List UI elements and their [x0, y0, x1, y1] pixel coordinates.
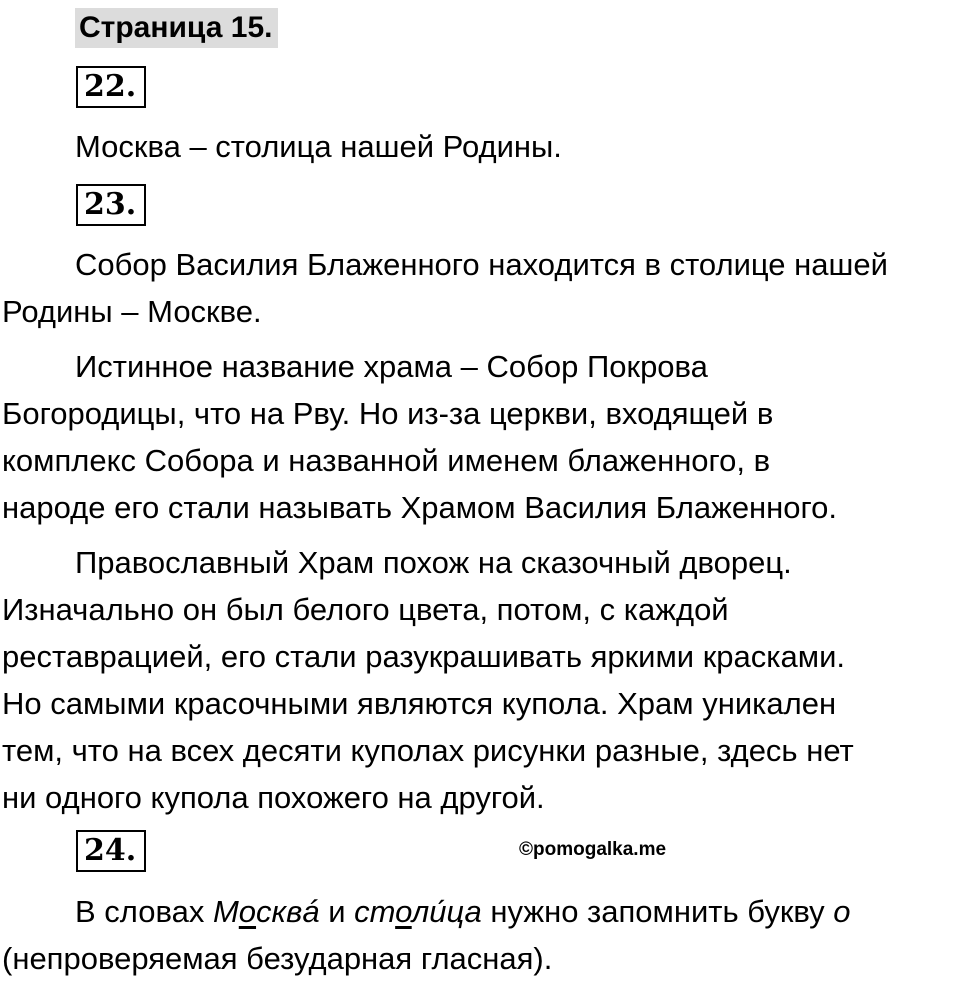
stressed-vowel: á [302, 894, 320, 929]
text-line: комплекс Собора и названной именем блаженного, в [2, 443, 771, 478]
text-line: Изначально он был белого цвета, потом, с каждой [2, 592, 729, 627]
word-part: М [212, 894, 239, 929]
text-line: Собор Василия Блаженного находится в столице нашей [75, 247, 888, 282]
text-line: ни одного купола похожего на другой. [2, 780, 545, 815]
text-line: народе его стали называть Храмом Василия Блаженного. [2, 490, 838, 525]
word-part: ст [354, 894, 396, 929]
text-line: Родины – Москве. [2, 294, 262, 329]
task-22-answer [2, 123, 957, 170]
target-letter: о [833, 894, 851, 929]
text-line: (непроверяемая безударная гласная). [2, 941, 553, 976]
text-line: Но самыми красочными являются купола. Храм уникален [2, 686, 837, 721]
text-line: реставрацией, его стали разукрашивать яркими красками. [2, 639, 845, 674]
stressed-vowel: и́ [429, 894, 447, 929]
task-number-23: 23. [76, 184, 146, 226]
unstressed-vowel: о [238, 894, 257, 929]
task-23-paragraph-1 [2, 241, 957, 335]
word-stolitsa [354, 894, 482, 929]
text-line: тем, что на всех десяти куполах рисунки разные, здесь нет [2, 733, 854, 768]
unstressed-vowel: о [395, 894, 412, 929]
task-number-22: 22. [76, 66, 146, 108]
task-23-paragraph-2 [2, 343, 957, 531]
task-24-answer [2, 888, 957, 982]
task-number-24: 24. [76, 830, 146, 872]
text-fragment: нужно запомнить букву [481, 894, 834, 929]
word-moskva [213, 894, 320, 929]
page-title: Страница 15. [75, 8, 278, 48]
watermark: ©pomogalka.me [519, 839, 667, 860]
text-fragment: и [319, 894, 355, 929]
text-line: Истинное название храма – Собор Покрова [75, 349, 708, 384]
text-line: Православный Храм похож на сказочный дворец. [75, 545, 792, 580]
task-23-paragraph-3 [2, 539, 957, 821]
word-part: л [411, 894, 430, 929]
text-line: Богородицы, что на Рву. Но из-за церкви, входящей в [2, 396, 774, 431]
text-line: Москва – столица нашей Родины. [75, 129, 562, 164]
word-part: скв [256, 894, 303, 929]
word-part: ца [446, 894, 482, 929]
text-line [2, 888, 957, 935]
text-fragment: В словах [75, 894, 213, 929]
